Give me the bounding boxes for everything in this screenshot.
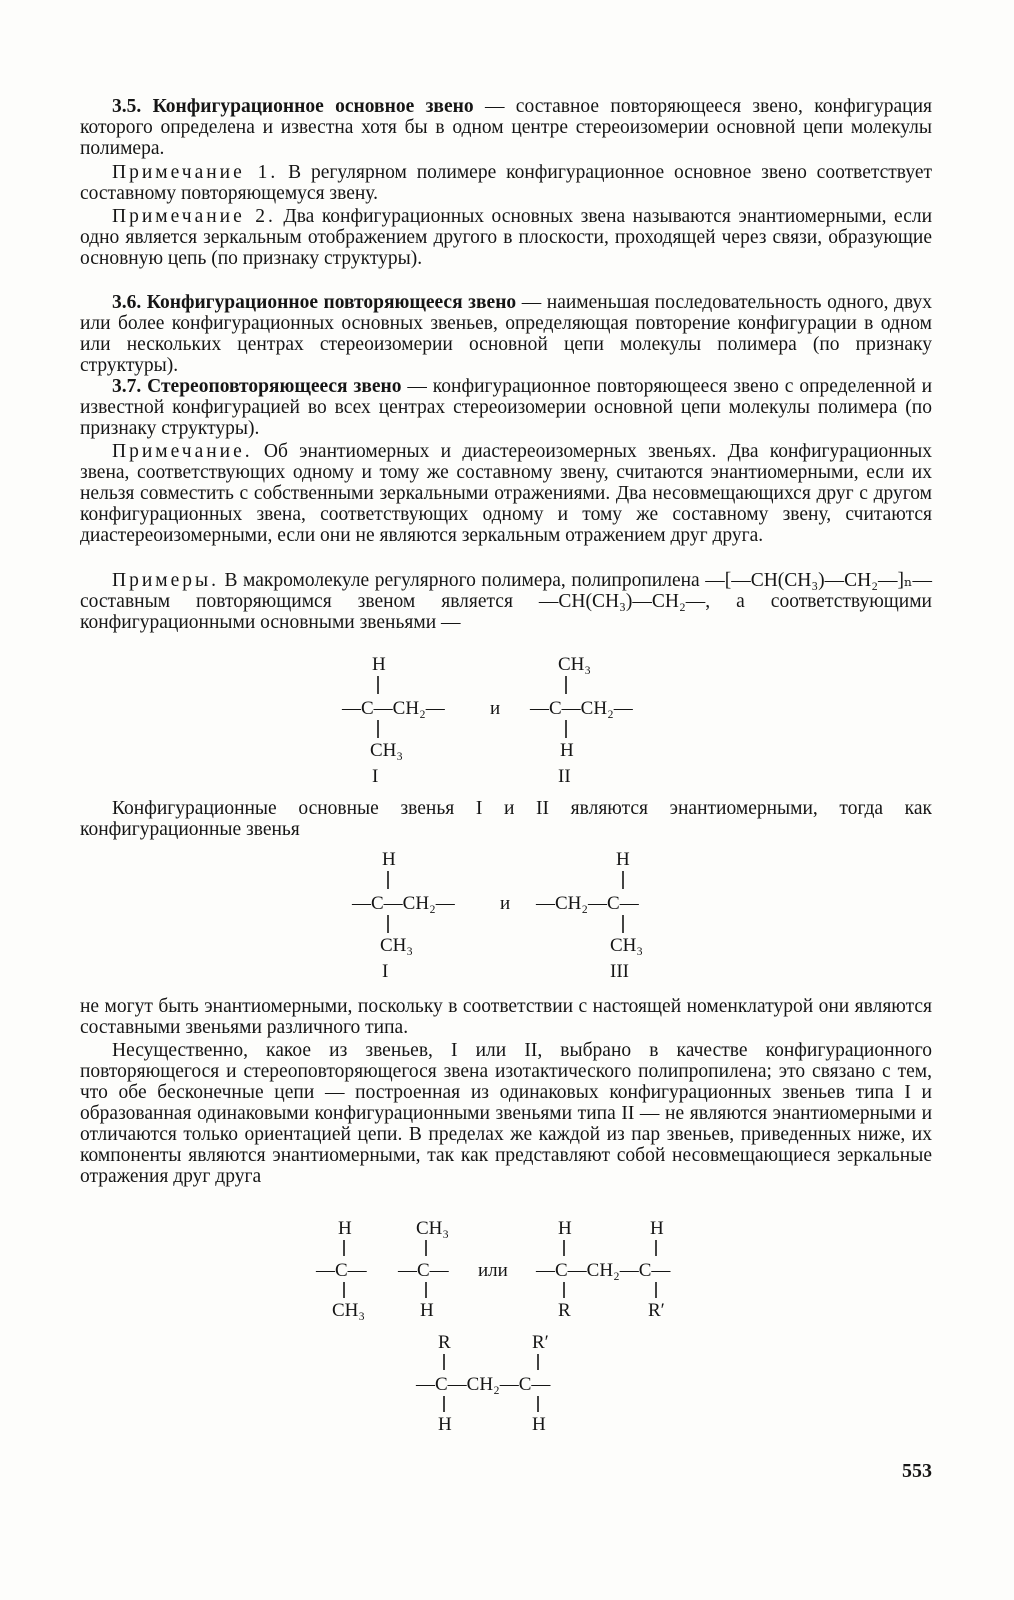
unit-b-chain: —C— <box>398 1260 449 1281</box>
unit-I-chain: —C—CH₂— <box>342 698 445 719</box>
formula-enantiomeric-pairs <box>310 1216 710 1436</box>
term: Стереоповторяющееся звено <box>147 376 402 397</box>
page-number: 553 <box>902 1460 932 1482</box>
unit-I-top: H <box>382 849 396 870</box>
unit-III-chain: —CH₂—C— <box>536 893 639 914</box>
section-number: 3.7. <box>112 376 142 397</box>
definition: — составное повторяющееся звено, конфигурация которого определена и известна хотя бы в одном центре стереоизомерии основной цепи молекулы полимера. <box>80 96 933 159</box>
section-number: 3.6. <box>112 292 142 313</box>
examples-label: Примеры. <box>112 570 219 591</box>
unit-d-chain: —C—CH₂—C— <box>416 1374 551 1395</box>
text-final: Несущественно, какое из звеньев, I или II, выбрано в качестве конфигурационного повторяющегося и стереоповторяющегося звена изотактического полипропилена; это связано с тем, что обе бесконечные цепи — построенная из одинаковых конфигурационных звеньев типа I и образованная одинаковыми конфигурационными звеньями типа II — не являются энантиомерными и отличаются только ориентацией цепи. В пределах же каждой из пар звеньев, приведенных ниже, их компоненты являются энантиомерными, так как представляют собой несовмещающиеся зеркальные отражения друг друга <box>80 1040 932 1187</box>
unit-I-chain: —C—CH₂— <box>352 893 455 914</box>
unit-a-chain: —C— <box>316 1260 367 1281</box>
unit-c-bottom-1: R <box>558 1300 571 1321</box>
section-3-6 <box>80 292 932 376</box>
term: Конфигурационное повторяющееся звено <box>146 292 517 313</box>
section-3-5 <box>80 96 932 159</box>
unit-I-top: H <box>372 654 386 675</box>
formula-units-I-III <box>340 845 680 985</box>
term: Конфигурационное основное звено <box>152 96 474 117</box>
examples <box>80 570 932 633</box>
unit-d-bottom-1: H <box>438 1414 452 1435</box>
definition: — наименьшая последовательность одного, двух или более конфигурационных основных звеньев, определяющая повторение конфигурации в одном или нескольких центрах стереоизомерии основной цепи молекулы полимера (по признаку структуры). <box>80 292 933 376</box>
section-number: 3.5. <box>112 96 142 117</box>
conjunction: и <box>490 698 501 719</box>
note-label: Примечание. <box>112 441 253 462</box>
unit-d-bottom-2: H <box>532 1414 546 1435</box>
unit-III-top: H <box>616 849 630 870</box>
text-enantiomeric: Конфигурационные основные звенья I и II являются энантиомерными, тогда как конфигурационные звенья <box>80 798 932 840</box>
note-label: Примечание 2. <box>112 206 276 227</box>
unit-I-label: I <box>382 961 389 982</box>
examples-text: В макромолекуле регулярного полимера, полипропилена —[—CH(CH₃)—CH₂—]ₙ— составным повторяющимся звеном является —CH(CH₃)—CH₂—, а соответствующими конфигурационными основными звеньями — <box>80 570 932 633</box>
unit-I-bottom: CH₃ <box>380 935 414 956</box>
unit-II-chain: —C—CH₂— <box>530 698 633 719</box>
unit-c-top-2: H <box>650 1218 664 1239</box>
unit-I-bottom: CH₃ <box>370 740 404 761</box>
unit-d-top-2: R′ <box>532 1332 549 1353</box>
note-1 <box>80 162 932 204</box>
unit-III-label: III <box>610 961 629 982</box>
conjunction: и <box>500 893 511 914</box>
unit-II-label: II <box>558 766 571 787</box>
text-not-enantiomeric: не могут быть энантиомерными, поскольку в соответствии с настоящей номенклатурой они являются составными звеньями различного типа. <box>80 996 932 1038</box>
formula-units-I-II <box>330 650 670 790</box>
unit-c-chain: —C—CH₂—C— <box>536 1260 671 1281</box>
unit-II-top: CH₃ <box>558 654 592 675</box>
unit-a-bottom: CH₃ <box>332 1300 366 1321</box>
unit-c-bottom-2: R′ <box>648 1300 665 1321</box>
unit-b-bottom: H <box>420 1300 434 1321</box>
section-3-7 <box>80 376 932 439</box>
note-text: Два конфигурационных основных звена называются энантиомерными, если одно является зеркальным отображением другого в плоскости, проходящей через связи, образующие основную цепь (по признаку структуры). <box>80 206 933 269</box>
unit-a-top: H <box>338 1218 352 1239</box>
note-text: Об энантиомерных и диастереоизомерных звеньях. Два конфигурационных звена, соответствующих одному и тому же составному звену, считаются энантиомерными, если их нельзя совместить с собственными зеркальными отражениями. Два несовмещающихся друг с другом конфигурационных звена, соответствующих одному и тому же составному звену, считаются диастереоизомерными, если они не являются зеркальным отражением друг друга. <box>80 441 932 546</box>
unit-I-label: I <box>372 766 379 787</box>
unit-c-top-1: H <box>558 1218 572 1239</box>
note-label: Примечание 1. <box>112 162 279 183</box>
unit-II-bottom: H <box>560 740 574 761</box>
note-2 <box>80 206 932 269</box>
note-3 <box>80 441 932 546</box>
conjunction: или <box>478 1260 508 1281</box>
note-text: В регулярном полимере конфигурационное основное звено соответствует составному повторяющемуся звену. <box>80 162 932 204</box>
unit-b-top: CH₃ <box>416 1218 450 1239</box>
unit-III-bottom: CH₃ <box>610 935 644 956</box>
definition: — конфигурационное повторяющееся звено с определенной и известной конфигурацией во всех центрах стереоизомерии основной цепи молекулы полимера (по признаку структуры). <box>80 376 932 439</box>
unit-d-top-1: R <box>438 1332 451 1353</box>
